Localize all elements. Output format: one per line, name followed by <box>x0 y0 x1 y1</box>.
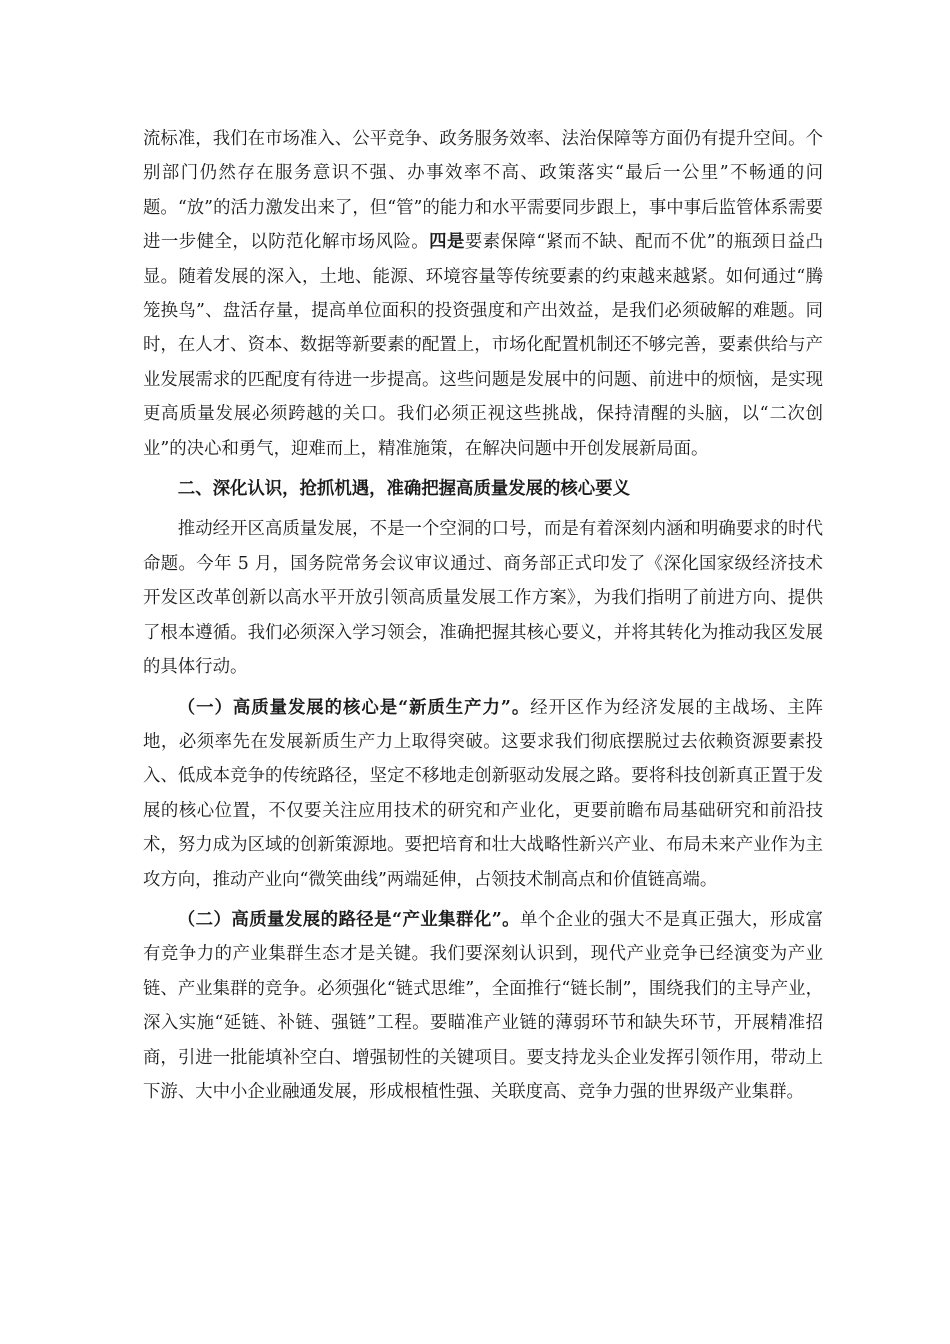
paragraph-text: 单个企业的强大不是真正强大，形成富有竞争力的产业集群生态才是关键。我们要深刻认识到，现代产业竞争已经演变为产业链、产业集群的竞争。必须强化“链式思维”，全面推行“链长制”，围绕我们的主导产业，深入实施“延链、补链、强链”工程。要瞄准产业链的薄弱环节和缺失环节，开展精准招商，引进一批能填补空白、增强韧性的关键项目。要支持龙头企业发挥引领作用，带动上下游、大中小企业融通发展，形成根植性强、关联度高、竞争力强的世界级产业集群。 <box>143 909 823 1102</box>
paragraph-lead: 四是 <box>429 232 465 253</box>
paragraph-point-1 <box>143 691 823 897</box>
paragraph-text: 要素保障“紧而不缺、配而不优”的瓶颈日益凸显。随着发展的深入，土地、能源、环境容量等传统要素的约束越来越紧。如何通过“腾笼换鸟”、盘活存量，提高单位面积的投资强度和产出效益，是我们必须破解的难题。同时，在人才、资本、数据等新要素的配置上，市场化配置机制还不够完善，要素供给与产业发展需求的匹配度有待进一步提高。这些问题是发展中的问题、前进中的烦恼，是实现更高质量发展必须跨越的关口。我们必须正视这些挑战，保持清醒的头脑，以“二次创业”的决心和勇气，迎难而上，精准施策，在解决问题中开创发展新局面。 <box>143 232 823 459</box>
paragraph-lead: （二）高质量发展的路径是“产业集群化”。 <box>177 909 521 930</box>
paragraph-text: 流标准，我们在市场准入、公平竞争、政务服务效率、法治保障等方面仍有提升空间。个别部门仍然存在服务意识不强、办事效率不高、政策落实“最后一公里”不畅通的问题。“放”的活力激发出来了，但“管”的能力和水平需要同步跟上，事中事后监管体系需要进一步健全，以防范化解市场风险。 <box>143 129 823 253</box>
paragraph-point-2 <box>143 903 823 1109</box>
paragraph-lead: （一）高质量发展的核心是“新质生产力”。 <box>177 697 531 718</box>
section-heading: 二、深化认识，抢抓机遇，准确把握高质量发展的核心要义 <box>177 479 630 500</box>
document-body <box>143 122 823 1115</box>
paragraph-text: 经开区作为经济发展的主战场、主阵地，必须率先在发展新质生产力上取得突破。这要求我们彻底摆脱过去依赖资源要素投入、低成本竞争的传统路径，坚定不移地走创新驱动发展之路。要将科技创新真正置于发展的核心位置，不仅要关注应用技术的研究和产业化，更要前瞻布局基础研究和前沿技术，努力成为区域的创新策源地。要把培育和壮大战略性新兴产业、布局未来产业作为主攻方向，推动产业向“微笑曲线”两端延伸，占领技术制高点和价值链高端。 <box>143 697 823 890</box>
paragraph-continuation <box>143 122 823 466</box>
paragraph-intro: 推动经开区高质量发展，不是一个空洞的口号，而是有着深刻内涵和明确要求的时代命题。今年 5 月，国务院常务会议审议通过、商务部正式印发了《深化国家级经济技术开发区改革创新以高水平开放引领高质量发展工作方案》，为我们指明了前进方向、提供了根本遵循。我们必须深入学习领会，准确把握其核心要义，并将其转化为推动我区发展的具体行动。 <box>143 519 823 678</box>
